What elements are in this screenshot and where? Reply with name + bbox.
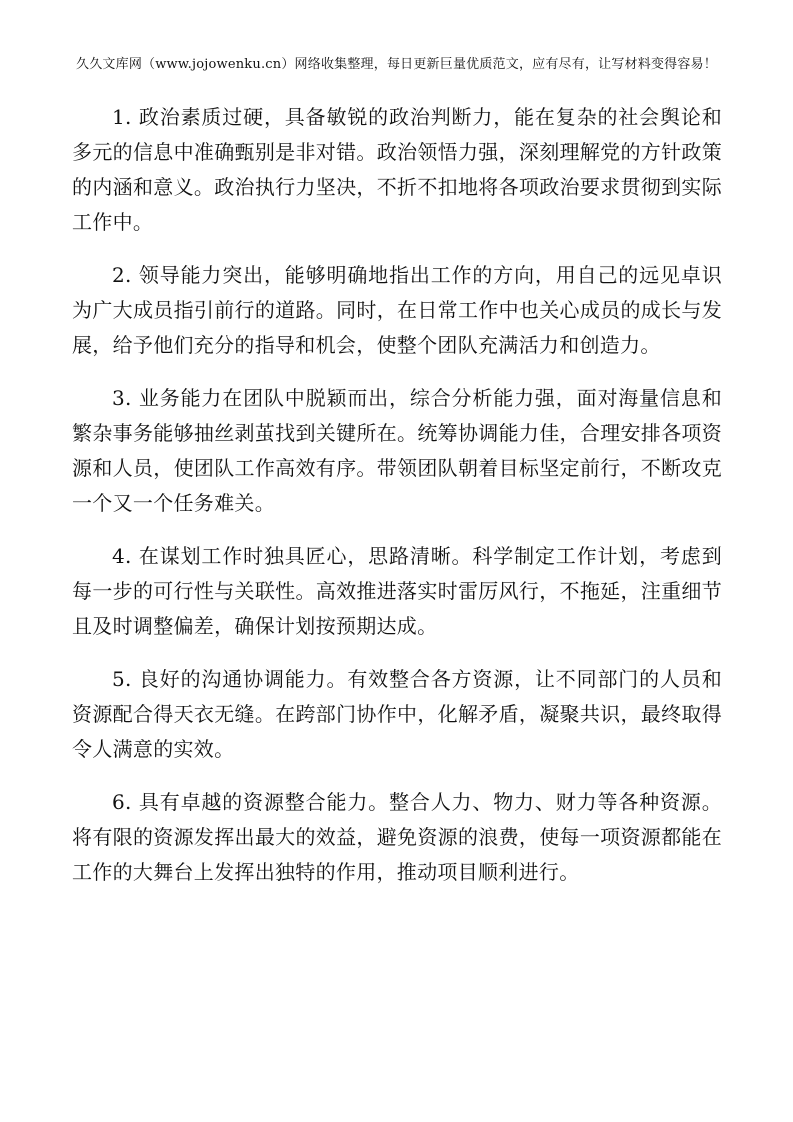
- paragraph-6: 6. 具有卓越的资源整合能力。整合人力、物力、财力等各种资源。将有限的资源发挥出最大的效益，避免资源的浪费，使每一项资源都能在工作的大舞台上发挥出独特的作用，推动项目顺利进行。: [72, 790, 722, 884]
- paragraph-2: 2. 领导能力突出，能够明确地指出工作的方向，用自己的远见卓识为广大成员指引前行的道路。同时，在日常工作中也关心成员的成长与发展，给予他们充分的指导和机会，使整个团队充满活力和创造力。: [72, 263, 722, 357]
- page-header: 久久文库网（www.jojowenku.cn）网络收集整理，每日更新巨量优质范文，应有尽有，让写材料变得容易！: [76, 57, 717, 72]
- document-body: [72, 100, 722, 908]
- paragraph-1: 1. 政治素质过硬，具备敏锐的政治判断力，能在复杂的社会舆论和多元的信息中准确甄别是非对错。政治领悟力强，深刻理解党的方针政策的内涵和意义。政治执行力坚决，不折不扣地将各项政治要求贯彻到实际工作中。: [72, 105, 722, 234]
- paragraph-4: 4. 在谋划工作时独具匠心，思路清晰。科学制定工作计划，考虑到每一步的可行性与关联性。高效推进落实时雷厉风行，不拖延，注重细节且及时调整偏差，确保计划按预期达成。: [72, 544, 722, 638]
- paragraph-5: 5. 良好的沟通协调能力。有效整合各方资源，让不同部门的人员和资源配合得天衣无缝。在跨部门协作中，化解矛盾，凝聚共识，最终取得令人满意的实效。: [72, 667, 722, 761]
- paragraph-3: 3. 业务能力在团队中脱颖而出，综合分析能力强，面对海量信息和繁杂事务能够抽丝剥茧找到关键所在。统筹协调能力佳，合理安排各项资源和人员，使团队工作高效有序。带领团队朝着目标坚定前行，不断攻克一个又一个任务难关。: [72, 386, 722, 515]
